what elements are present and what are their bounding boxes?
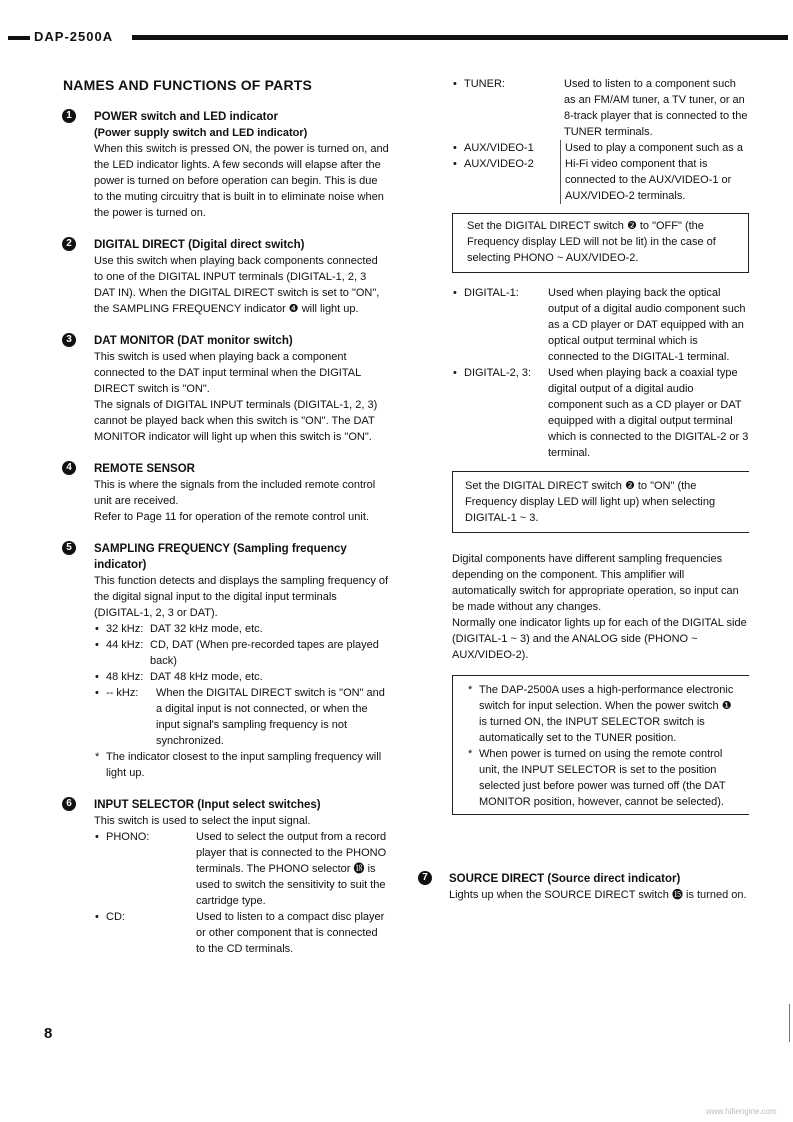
list-item: • • AUX/VIDEO-1 AUX/VIDEO-2 Used to play a component such as a Hi-Fi video component that is connected to the AUX/VIDEO-1 or AUX/VIDEO-2 terminals.: [452, 140, 749, 204]
item-value: DAT 48 kHz mode, etc.: [150, 671, 263, 683]
section-source-direct: [418, 871, 748, 903]
page-number: 8: [44, 1025, 53, 1042]
section-dat-monitor: [63, 333, 389, 445]
section-title: DIGITAL DIRECT (Digital direct switch): [94, 239, 305, 251]
section-body: This switch is used to select the input signal.: [94, 815, 311, 827]
item-key: • DIGITAL-2, 3:: [464, 367, 532, 379]
section-title: POWER switch and LED indicator: [94, 111, 279, 123]
section-body: Lights up when the SOURCE DIRECT switch ⓯ is turned on.: [449, 889, 747, 901]
section-number-5: 5: [62, 541, 76, 555]
item-value: Used to play a component such as a Hi-Fi video component that is connected to the AUX/VIDEO-1 or AUX/VIDEO-2 terminals.: [565, 142, 743, 202]
section-remote-sensor: [63, 461, 389, 525]
section-number-1: 1: [62, 109, 76, 123]
item-key: AUX/VIDEO-1 AUX/VIDEO-2: [464, 140, 561, 204]
item-value: Used to listen to a component such as an FM/AM tuner, a TV tuner, or an 8-track player that is connected to the TUNER terminals.: [564, 78, 748, 138]
section-body: This function detects and displays the sampling frequency of the digital signal input to the digital input terminals (DIGITAL-1, 2, 3 or DAT).: [94, 575, 389, 619]
section-number-6: 6: [62, 797, 76, 811]
note-item: * The DAP-2500A uses a high-performance electronic switch for input selection. When the power switch ❶ is turned ON, the INPUT SELECTOR switch is automatically set to the TUNER position.: [467, 682, 739, 746]
section-number-7: 7: [418, 871, 432, 885]
section-title: SOURCE DIRECT (Source direct indicator): [449, 873, 681, 885]
item-value: Used when playing back the optical output of a digital audio component such as a CD player or DAT equipped with an optical output terminal which is connected to the DIGITAL-1 terminal.: [548, 287, 746, 363]
section-title: REMOTE SENSOR: [94, 463, 195, 475]
header-lead-bar: [8, 36, 30, 40]
header-rule: [132, 35, 788, 40]
model-name: DAP-2500A: [34, 29, 114, 44]
item-key: • 48 kHz:: [106, 671, 144, 683]
section-body: Use this switch when playing back components connected to one of the DIGITAL INPUT terminals (DIGITAL-1, 2, 3 DAT IN). When the DIGITAL DIRECT switch is set to "ON", the SAMPLING FREQUENCY indicator ❹ will light up.: [94, 255, 380, 315]
item-key: • PHONO:: [106, 831, 150, 843]
item-key: • CD:: [106, 911, 125, 923]
section-digital-direct: [63, 237, 389, 317]
section-body: The signals of DIGITAL INPUT terminals (DIGITAL-1, 2, 3) cannot be played back when this switch is "ON". The DAT MONITOR indicator will light up when this switch is "ON".: [94, 399, 378, 443]
note-box: [452, 675, 749, 815]
list-item: [94, 669, 389, 685]
item-key: • 44 kHz:: [106, 639, 144, 651]
item-value: Used when playing back a coaxial type digital output of a digital audio component such as a CD player or DAT equipped with a digital output terminal which is connected to the DIGITAL-2 or 3 terminal.: [548, 367, 749, 459]
list-item: [452, 365, 749, 461]
section-number-2: 2: [62, 237, 76, 251]
item-key: • TUNER:: [464, 78, 505, 90]
item-key: • -- kHz:: [106, 687, 139, 699]
note-box: Set the DIGITAL DIRECT switch ❷ to "ON" (the Frequency display LED will light up) when selecting DIGITAL-1 ~ 3.: [452, 471, 749, 533]
item-key: • DIGITAL-1:: [464, 287, 519, 299]
left-column: [63, 76, 389, 973]
item-value: DAT 32 kHz mode, etc.: [150, 623, 263, 635]
list-item: [452, 285, 749, 365]
section-title: DAT MONITOR (DAT monitor switch): [94, 335, 293, 347]
paragraph: Digital components have different sampling frequencies depending on the component. This amplifier will automatically switch for appropriate operation, so input can be made without any changes.: [452, 553, 739, 613]
section-body: Refer to Page 11 for operation of the remote control unit.: [94, 511, 369, 523]
right-column: [452, 76, 749, 835]
item-key: • 32 kHz:: [106, 623, 144, 635]
section-body: This switch is used when playing back a component connected to the DAT input terminal when the DIGITAL DIRECT switch is "ON".: [94, 351, 361, 395]
paragraph: Normally one indicator lights up for each of the DIGITAL side (DIGITAL-1 ~ 3) and the ANALOG side (PHONO ~ AUX/VIDEO-2).: [452, 617, 747, 661]
item-value: When the DIGITAL DIRECT switch is "ON" and a digital input is not connected, or when the input signal's sampling frequency is not synchronized.: [156, 687, 385, 747]
note-item: * When power is turned on using the remote control unit, the INPUT SELECTOR is set to the position selected just before power was turned off (the DAT MONITOR position, however, cannot be selected).: [467, 746, 739, 810]
list-item: [94, 621, 389, 637]
section-body: This is where the signals from the included remote control unit are received.: [94, 479, 376, 507]
section-title: INPUT SELECTOR (Input select switches): [94, 799, 321, 811]
section-title: SAMPLING FREQUENCY (Sampling frequency indicator): [94, 543, 347, 571]
item-value: CD, DAT (When pre-recorded tapes are played back): [150, 639, 379, 667]
page-title: NAMES AND FUNCTIONS OF PARTS: [63, 77, 313, 93]
item-value: Used to select the output from a record player that is connected to the PHONO terminals. The PHONO selector ⓲ is used to switch the sensitivity to suit the cartridge type.: [196, 831, 387, 907]
section-power: [63, 109, 389, 221]
note-box: Set the DIGITAL DIRECT switch ❷ to "OFF" (the Frequency display LED will not be lit) in the case of selecting PHONO ~ AUX/VIDEO-2.: [452, 213, 749, 273]
watermark: www.hifiengine.com: [706, 1107, 777, 1116]
section-sampling-frequency: [63, 541, 389, 781]
list-item: [94, 909, 389, 957]
section-note: * The indicator closest to the input sampling frequency will light up.: [94, 749, 389, 781]
section-number-3: 3: [62, 333, 76, 347]
page-header: [8, 30, 788, 44]
section-subtitle: (Power supply switch and LED indicator): [94, 127, 308, 139]
list-item: [94, 685, 389, 749]
list-item: [94, 637, 389, 669]
list-item: [94, 829, 389, 909]
list-item: [452, 76, 749, 140]
margin-mark: [789, 1004, 790, 1042]
item-value: Used to listen to a compact disc player or other component that is connected to the CD terminals.: [196, 911, 385, 955]
section-body: When this switch is pressed ON, the power is turned on, and the LED indicator lights. A few seconds will elapse after the power is turned on before operation can begin. This is due to the muting circuitry that is built in to eliminate noise when the power is turned on.: [94, 143, 389, 219]
section-input-selector: [63, 797, 389, 957]
section-number-4: 4: [62, 461, 76, 475]
